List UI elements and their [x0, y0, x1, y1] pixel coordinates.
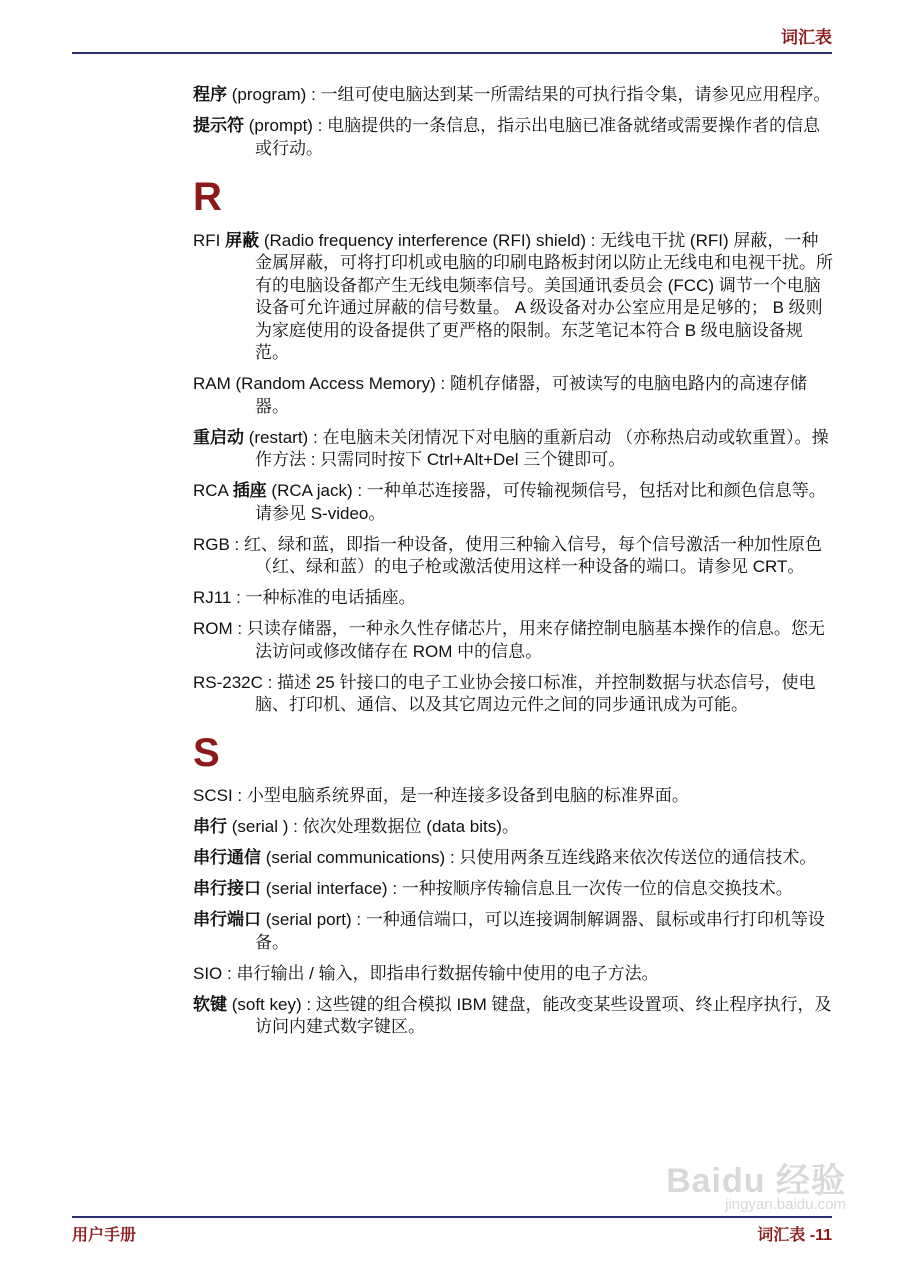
glossary-entry — [193, 230, 833, 365]
glossary-entry — [193, 84, 833, 107]
header-rule — [72, 52, 832, 54]
entry-term: 软键 — [193, 994, 227, 1014]
entry-definition: RJ11 : 一种标准的电话插座。 — [193, 588, 416, 607]
entry-definition: (Radio frequency interference (RFI) shield) : 无线电干扰 (RFI) 屏蔽，一种金属屏蔽，可将打印机或电脑的印刷电路板封闭以防止无线电和电视干扰。所有的电脑设备都产生无线电频率信号。美国通讯委员会 (FCC) 调节一个电脑设备可允许通过屏蔽的信号数量。 A 级设备对办公室应用是足够的； B 级则为家庭使用的设备提供了更严格的限制。东芝笔记本符合 B 级电脑设备规范。 — [255, 230, 833, 362]
entry-term: 插座 — [232, 481, 267, 500]
entry-definition: (program) : 一组可使电脑达到某一所需结果的可执行指令集，请参见应用程序。 — [227, 85, 831, 104]
glossary-entry — [193, 785, 833, 808]
entry-definition: RS-232C : 描述 25 针接口的电子工业协会接口标准，并控制数据与状态信号，使电脑、打印机、通信、以及其它周边元件之间的同步通讯成为可能。 — [193, 672, 816, 714]
glossary-entry — [193, 963, 833, 986]
entry-term: 串行接口 — [193, 879, 261, 898]
glossary-entry — [193, 587, 833, 610]
entry-definition: (restart) : 在电脑未关闭情况下对电脑的重新启动 （亦称热启动或软重置）。操作方法 : 只需同时按下 Ctrl+Alt+Del 三个键即可。 — [244, 427, 829, 469]
glossary-entry — [193, 909, 833, 954]
glossary-entry — [193, 618, 833, 663]
entry-definition: SCSI : 小型电脑系统界面，是一种连接多设备到电脑的标准界面。 — [193, 786, 689, 805]
entry-term-prefix: RFI — [193, 230, 226, 250]
glossary-entry — [193, 672, 833, 717]
entry-definition: RGB : 红、绿和蓝，即指一种设备，使用三种输入信号，每个信号激活一种加性原色 （红、绿和蓝）的电子枪或激活使用这样一种设备的端口。请参见 CRT。 — [193, 534, 823, 576]
glossary-entry — [193, 878, 833, 901]
glossary-entry — [193, 427, 833, 472]
entry-term: 串行通信 — [193, 848, 261, 867]
entry-term: 提示符 — [193, 116, 244, 135]
section-p-entries — [193, 84, 833, 160]
entry-definition: (serial communications) : 只使用两条互连线路来依次传送位的通信技术。 — [261, 848, 817, 867]
watermark-logo: Baidu 经验 — [666, 1162, 846, 1200]
entry-term: 屏蔽 — [225, 230, 260, 250]
glossary-entry — [193, 994, 833, 1039]
running-header: 词汇表 — [781, 28, 832, 47]
glossary-entry — [193, 534, 833, 579]
footer-rule — [72, 1216, 832, 1218]
entry-definition: (prompt) : 电脑提供的一条信息，指示出电脑已准备就绪或需要操作者的信息或行动。 — [244, 116, 821, 158]
entry-definition: RAM (Random Access Memory) : 随机存储器，可被读写的电脑电路内的高速存储器。 — [193, 374, 807, 416]
entry-definition: (soft key) : 这些键的组合模拟 IBM 键盘，能改变某些设置项、终止程序执行，及访问内建式数字键区。 — [227, 994, 832, 1036]
entry-definition: (serial port) : 一种通信端口，可以连接调制解调器、鼠标或串行打印机等设备。 — [255, 910, 825, 952]
entry-definition: ROM : 只读存储器，一种永久性存储芯片，用来存储控制电脑基本操作的信息。您无法访问或修改储存在 ROM 中的信息。 — [193, 619, 825, 661]
watermark — [666, 1162, 846, 1214]
section-letter-r: R — [193, 174, 222, 219]
glossary-entry — [193, 816, 833, 839]
entry-term: 程序 — [193, 85, 227, 104]
entry-definition: (RCA jack) : 一种单芯连接器，可传输视频信号，包括对比和颜色信息等。请参见 S-video。 — [255, 481, 826, 523]
watermark-url: jingyan.baidu.com — [725, 1196, 846, 1213]
glossary-entry — [193, 847, 833, 870]
entry-term: 串行 — [193, 817, 227, 836]
section-s-entries — [193, 785, 833, 1039]
entry-term: 重启动 — [193, 427, 244, 447]
footer-left: 用户手册 — [72, 1227, 137, 1244]
entry-definition: (serial interface) : 一种按顺序传输信息且一次传一位的信息交换技术。 — [261, 879, 793, 898]
glossary-body — [193, 84, 833, 1047]
glossary-entry — [193, 373, 833, 418]
glossary-entry — [193, 115, 833, 160]
section-r-entries — [193, 230, 833, 717]
entry-definition: SIO : 串行输出 / 输入，即指串行数据传输中使用的电子方法。 — [193, 963, 659, 983]
entry-term: 串行端口 — [193, 910, 261, 929]
footer-page: 词汇表 -11 — [757, 1227, 832, 1244]
section-letter-s: S — [193, 731, 220, 775]
glossary-entry — [193, 480, 833, 525]
entry-definition: (serial ) : 依次处理数据位 (data bits)。 — [227, 817, 519, 836]
entry-term-prefix: RCA — [193, 481, 233, 500]
